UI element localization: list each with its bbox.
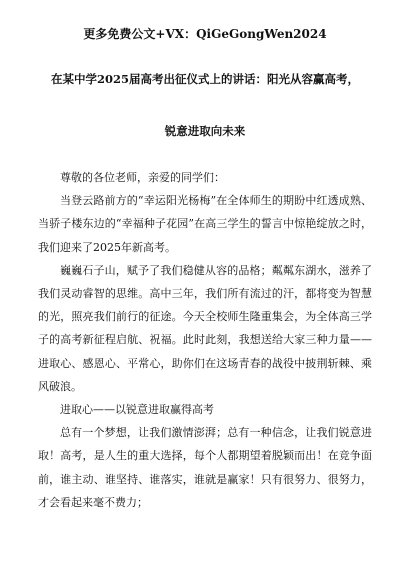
- salutation: 尊敬的各位老师，亲爱的同学们：: [60, 171, 225, 184]
- paragraph-3: 总有一个梦想，让我们激情澎湃；总有一种信念，让我们锐意进取！高考，是人生的重大选择，每个人都期望着脱颖而出！在竞争面前，谁主动、谁坚持、谁落实，谁就是赢家！只有很努力、很努力，才会看起来毫不费力；: [38, 426, 372, 509]
- speech-title-line-2: 锐意进取向未来: [164, 124, 246, 138]
- speech-body: [38, 166, 372, 514]
- section-heading: 进取心——以锐意进取赢得高考: [60, 403, 214, 417]
- header-watermark-text: 更多免费公文+VX：QiGeGongWen2024: [83, 27, 327, 41]
- paragraph-1: 当登云路前方的“幸运阳光杨梅”在全体师生的期盼中红透成熟、当骄子楼东边的“幸福种子花园”在高三学生的誓言中惊艳绽放之时，我们迎来了2025年新高考。: [38, 194, 372, 254]
- paragraph-2: 巍巍石子山，赋予了我们稳健从容的品格；粼粼东湖水，滋养了我们灵动睿智的思维。高中三年，我们所有流过的汗，都将变为智慧的光，照亮我们前行的征途。今天全校师生隆重集会，为全体高三学子的高考新征程启航、祝福。此时此刻，我想送给大家三种力量——进取心、感恩心、平常心，助你们在这场青春的战役中披荆斩棘、乘风破浪。: [38, 263, 372, 393]
- speech-title-line-1: 在某中学2025届高考出征仪式上的讲话：阳光从容赢高考，: [50, 72, 359, 86]
